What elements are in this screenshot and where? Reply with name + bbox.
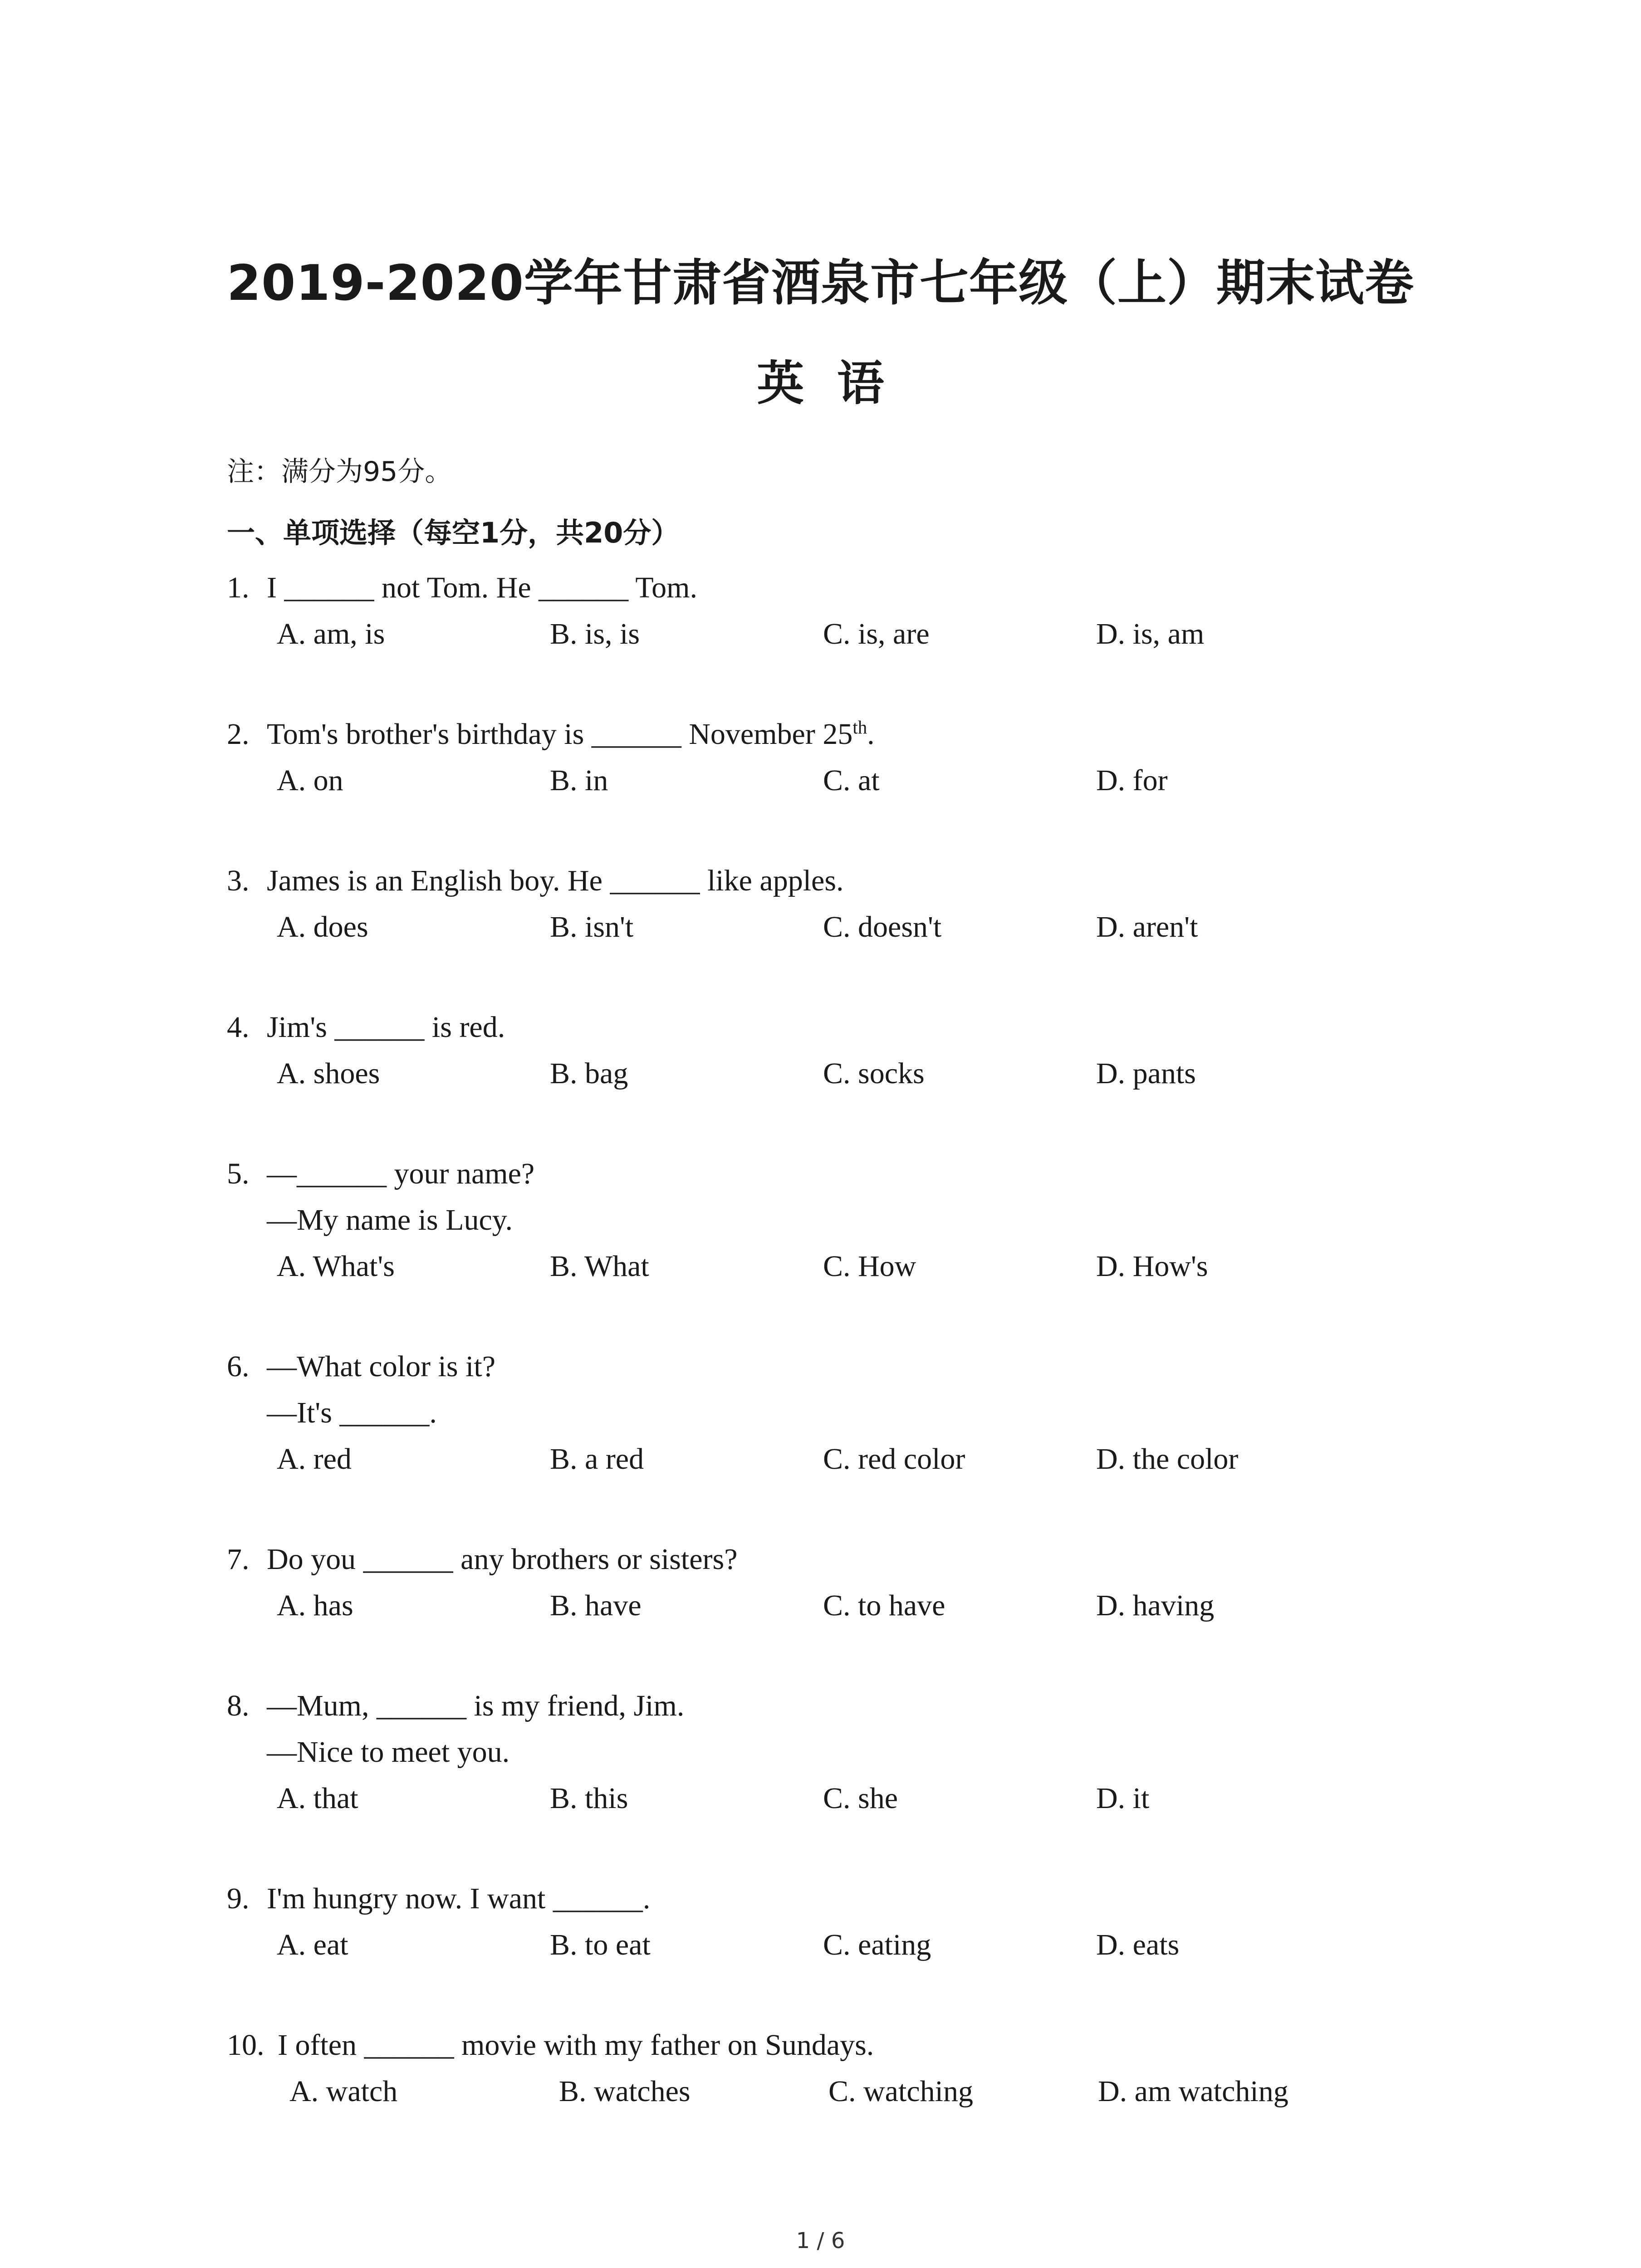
option-row: [227, 758, 1452, 804]
option-row: [227, 611, 1452, 657]
question-stem: James is an English boy. He ______ like apples.: [267, 864, 844, 897]
option-b: B. What: [550, 1250, 649, 1283]
option-row: [227, 1051, 1452, 1097]
option-c: C. How: [823, 1250, 916, 1283]
option-row: [227, 1436, 1452, 1482]
option-a: A. eat: [277, 1928, 348, 1961]
question-stem: —______ your name?: [267, 1157, 535, 1190]
option-a: A. What's: [277, 1250, 395, 1283]
option-row: [227, 1922, 1452, 1968]
question-stem-line-2: —My name is Lucy.: [267, 1203, 513, 1237]
option-c: C. doesn't: [823, 910, 942, 943]
option-row: [227, 1775, 1452, 1822]
question-number: 2.: [227, 718, 250, 751]
question-stem: I ______ not Tom. He ______ Tom.: [267, 571, 697, 604]
option-d: D. having: [1096, 1589, 1215, 1622]
question-number: 9.: [227, 1882, 250, 1915]
option-a: A. red: [277, 1442, 352, 1476]
question-3: [227, 858, 1452, 950]
option-row: [227, 1583, 1452, 1629]
question-8: [227, 1683, 1452, 1822]
exam-subject: 英 语: [757, 356, 884, 411]
question-5: [227, 1151, 1452, 1290]
option-d: D. eats: [1096, 1928, 1180, 1961]
option-b: B. have: [550, 1589, 642, 1622]
question-10: [227, 2022, 1452, 2115]
question-number: 5.: [227, 1157, 250, 1190]
option-a: A. am, is: [277, 617, 385, 650]
option-c: C. eating: [823, 1928, 931, 1961]
option-a: A. shoes: [277, 1057, 380, 1090]
question-number: 4.: [227, 1011, 250, 1044]
question-7: [227, 1536, 1452, 1629]
question-number: 8.: [227, 1689, 250, 1722]
option-b: B. is, is: [550, 617, 640, 650]
option-d: D. for: [1096, 764, 1168, 797]
question-number: 3.: [227, 864, 250, 897]
option-d: D. aren't: [1096, 910, 1198, 943]
option-a: A. does: [277, 910, 368, 943]
option-b: B. watches: [559, 2075, 691, 2108]
option-c: C. is, are: [823, 617, 930, 650]
option-d: D. it: [1096, 1782, 1150, 1815]
question-stem: —What color is it?: [267, 1350, 496, 1383]
option-d: D. am watching: [1098, 2075, 1288, 2108]
option-row: [227, 2068, 1452, 2115]
question-stem: Do you ______ any brothers or sisters?: [267, 1543, 738, 1576]
question-list: [227, 565, 1452, 2115]
question-stem: —Mum, ______ is my friend, Jim.: [267, 1689, 685, 1722]
question-number: 1.: [227, 571, 250, 604]
option-d: D. the color: [1096, 1442, 1239, 1476]
section-heading: 一、单项选择（每空1分，共20分）: [227, 516, 680, 549]
option-a: A. watch: [289, 2075, 398, 2108]
question-4: [227, 1004, 1452, 1097]
question-number: 10.: [227, 2028, 265, 2062]
option-c: C. socks: [823, 1057, 925, 1090]
question-stem: Jim's ______ is red.: [267, 1011, 505, 1044]
option-d: D. is, am: [1096, 617, 1205, 650]
option-c: C. red color: [823, 1442, 965, 1476]
option-a: A. on: [277, 764, 343, 797]
ordinal-suffix: th: [852, 717, 867, 738]
option-b: B. a red: [550, 1442, 644, 1476]
score-note: 注：满分为95分。: [227, 456, 452, 488]
question-2: [227, 711, 1452, 804]
option-d: D. pants: [1096, 1057, 1196, 1090]
exam-title: 2019-2020学年甘肃省酒泉市七年级（上）期末试卷: [227, 255, 1414, 312]
option-b: B. in: [550, 764, 608, 797]
option-b: B. bag: [550, 1057, 628, 1090]
question-stem: I'm hungry now. I want ______.: [267, 1882, 651, 1915]
option-row: [227, 1243, 1452, 1290]
question-9: [227, 1876, 1452, 1968]
option-d: D. How's: [1096, 1250, 1208, 1283]
option-c: C. watching: [828, 2075, 973, 2108]
question-1: [227, 565, 1452, 657]
question-number: 7.: [227, 1543, 250, 1576]
question-stem: Tom's brother's birthday is ______ November 25: [267, 718, 853, 751]
question-6: [227, 1344, 1452, 1482]
option-b: B. this: [550, 1782, 628, 1815]
question-stem-line-2: —Nice to meet you.: [267, 1735, 510, 1769]
question-stem-line-2: —It's ______.: [267, 1396, 437, 1429]
option-b: B. isn't: [550, 910, 634, 943]
option-b: B. to eat: [550, 1928, 651, 1961]
option-c: C. she: [823, 1782, 898, 1815]
question-stem: I often ______ movie with my father on Sundays.: [278, 2028, 874, 2062]
option-c: C. to have: [823, 1589, 945, 1622]
stem-tail: .: [867, 718, 875, 751]
question-number: 6.: [227, 1350, 250, 1383]
option-c: C. at: [823, 764, 880, 797]
option-a: A. that: [277, 1782, 358, 1815]
option-a: A. has: [277, 1589, 353, 1622]
option-row: [227, 904, 1452, 950]
page-number: 1 / 6: [796, 2228, 845, 2253]
